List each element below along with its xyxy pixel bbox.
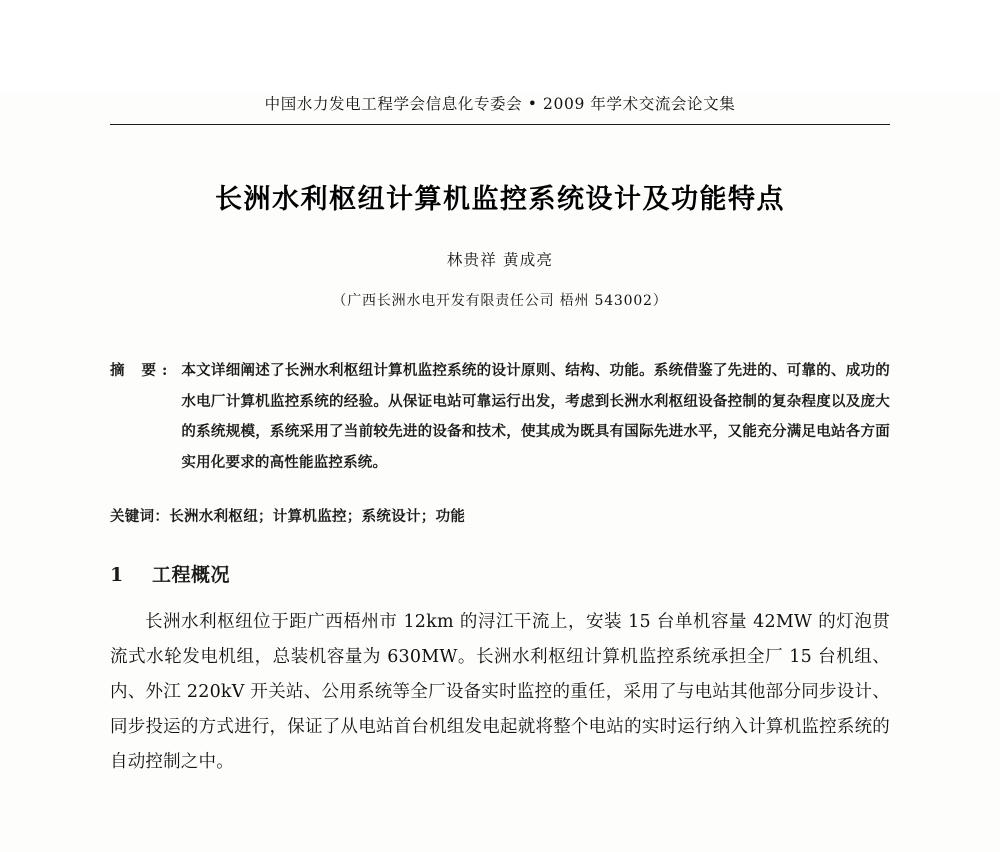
header-divider bbox=[110, 124, 890, 125]
running-head: 中国水力发电工程学会信息化专委会 • 2009 年学术交流会论文集 bbox=[264, 95, 736, 113]
section-1-paragraph: 长洲水利枢纽位于距广西梧州市 12km 的浔江干流上，安装 15 台单机容量 42MW 的灯泡贯流式水轮发电机组，总装机容量为 630MW。长洲水利枢纽计算机监控系统承担全厂 15 台机组、内、外江 220kV 开关站、公用系统等全厂设备实时监控的重任，采用了与电站其他部分同步设计、同步投运的方式进行，保证了从电站首台机组发电起就将整个电站的实时运行纳入计算机监控系统的自动控制之中。 bbox=[110, 611, 890, 772]
affiliation: （广西长洲水电开发有限责任公司 梧州 543002） bbox=[332, 293, 668, 309]
section-number: 1 bbox=[110, 563, 124, 586]
abstract-text: 本文详细阐述了长洲水利枢纽计算机监控系统的设计原则、结构、功能。系统借鉴了先进的、可靠的、成功的水电厂计算机监控系统的经验。从保证电站可靠运行出发，考虑到长洲水利枢纽设备控制的复杂程度以及庞大的系统规模，系统采用了当前较先进的设备和技术，使其成为既具有国际先进水平，又能充分满足电站各方面实用化要求的高性能监控系统。 bbox=[181, 362, 890, 472]
keywords-label: 关键词： bbox=[110, 507, 170, 525]
page-title: 长洲水利枢纽计算机监控系统设计及功能特点 bbox=[215, 184, 785, 215]
section-heading-1 bbox=[110, 560, 890, 587]
keywords-text: 长洲水利枢纽；计算机监控；系统设计；功能 bbox=[169, 507, 466, 525]
author-list: 林贵祥 黄成亮 bbox=[446, 251, 554, 269]
abstract-label: 摘 要: bbox=[110, 362, 174, 379]
abstract-block bbox=[110, 356, 890, 479]
document-page bbox=[0, 92, 1000, 852]
section-title: 工程概况 bbox=[152, 563, 231, 586]
keywords bbox=[110, 505, 890, 526]
